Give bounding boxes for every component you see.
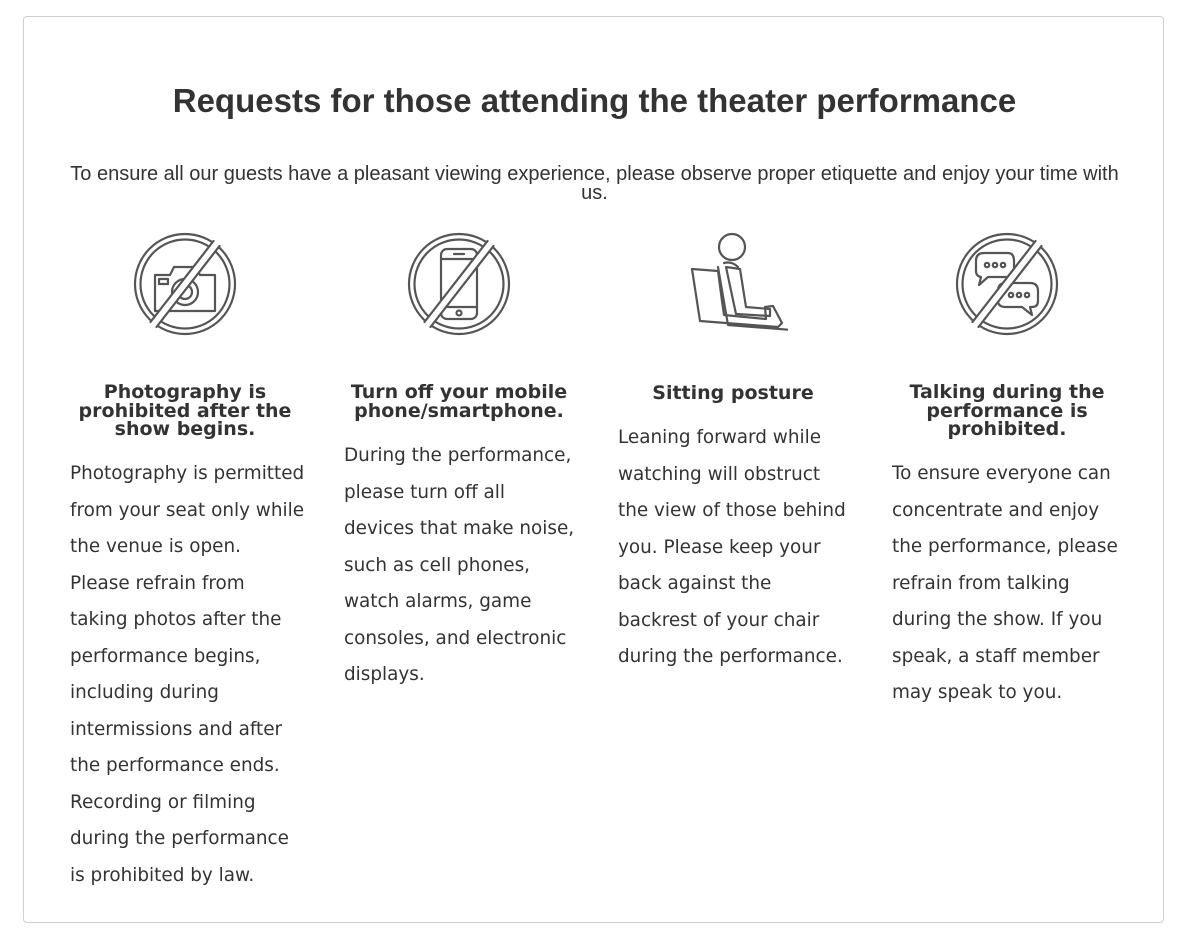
item-description: During the performance, please turn off all devices that make noise, such as cell phones, watch alarms, game consoles, and electronic displays. <box>344 445 575 685</box>
no-camera-icon <box>130 229 240 339</box>
no-talking-icon <box>952 229 1062 339</box>
item-heading: Sitting posture <box>652 382 814 404</box>
item-description: To ensure everyone can concentrate and enjoy the performance, please refrain from talking during the show. If you speak, a staff member may speak to you. <box>892 463 1118 703</box>
item-description: Leaning forward while watching will obstruct the view of those behind you. Please keep your back against the backrest of your chair during the performance. <box>618 427 846 667</box>
page-title: Requests for those attending the theater performance <box>172 82 1017 119</box>
etiquette-panel <box>23 16 1164 923</box>
item-heading: Turn off your mobile phone/smartphone. <box>350 381 568 422</box>
intro-text: To ensure all our guests have a pleasant viewing experience, please observe proper etiquette and enjoy your time with us. <box>70 163 1119 204</box>
item-heading: Talking during the performance is prohibited. <box>909 381 1105 440</box>
no-smartphone-icon <box>404 229 514 339</box>
seated-person-icon <box>678 229 788 339</box>
item-description: Photography is permitted from your seat only while the venue is open. Please refrain from taking photos after the performance begins, including during intermissions and after the performance ends. Recording or filming during the performance is prohibited by law. <box>70 463 305 886</box>
item-heading: Photography is prohibited after the show begins. <box>78 381 292 440</box>
